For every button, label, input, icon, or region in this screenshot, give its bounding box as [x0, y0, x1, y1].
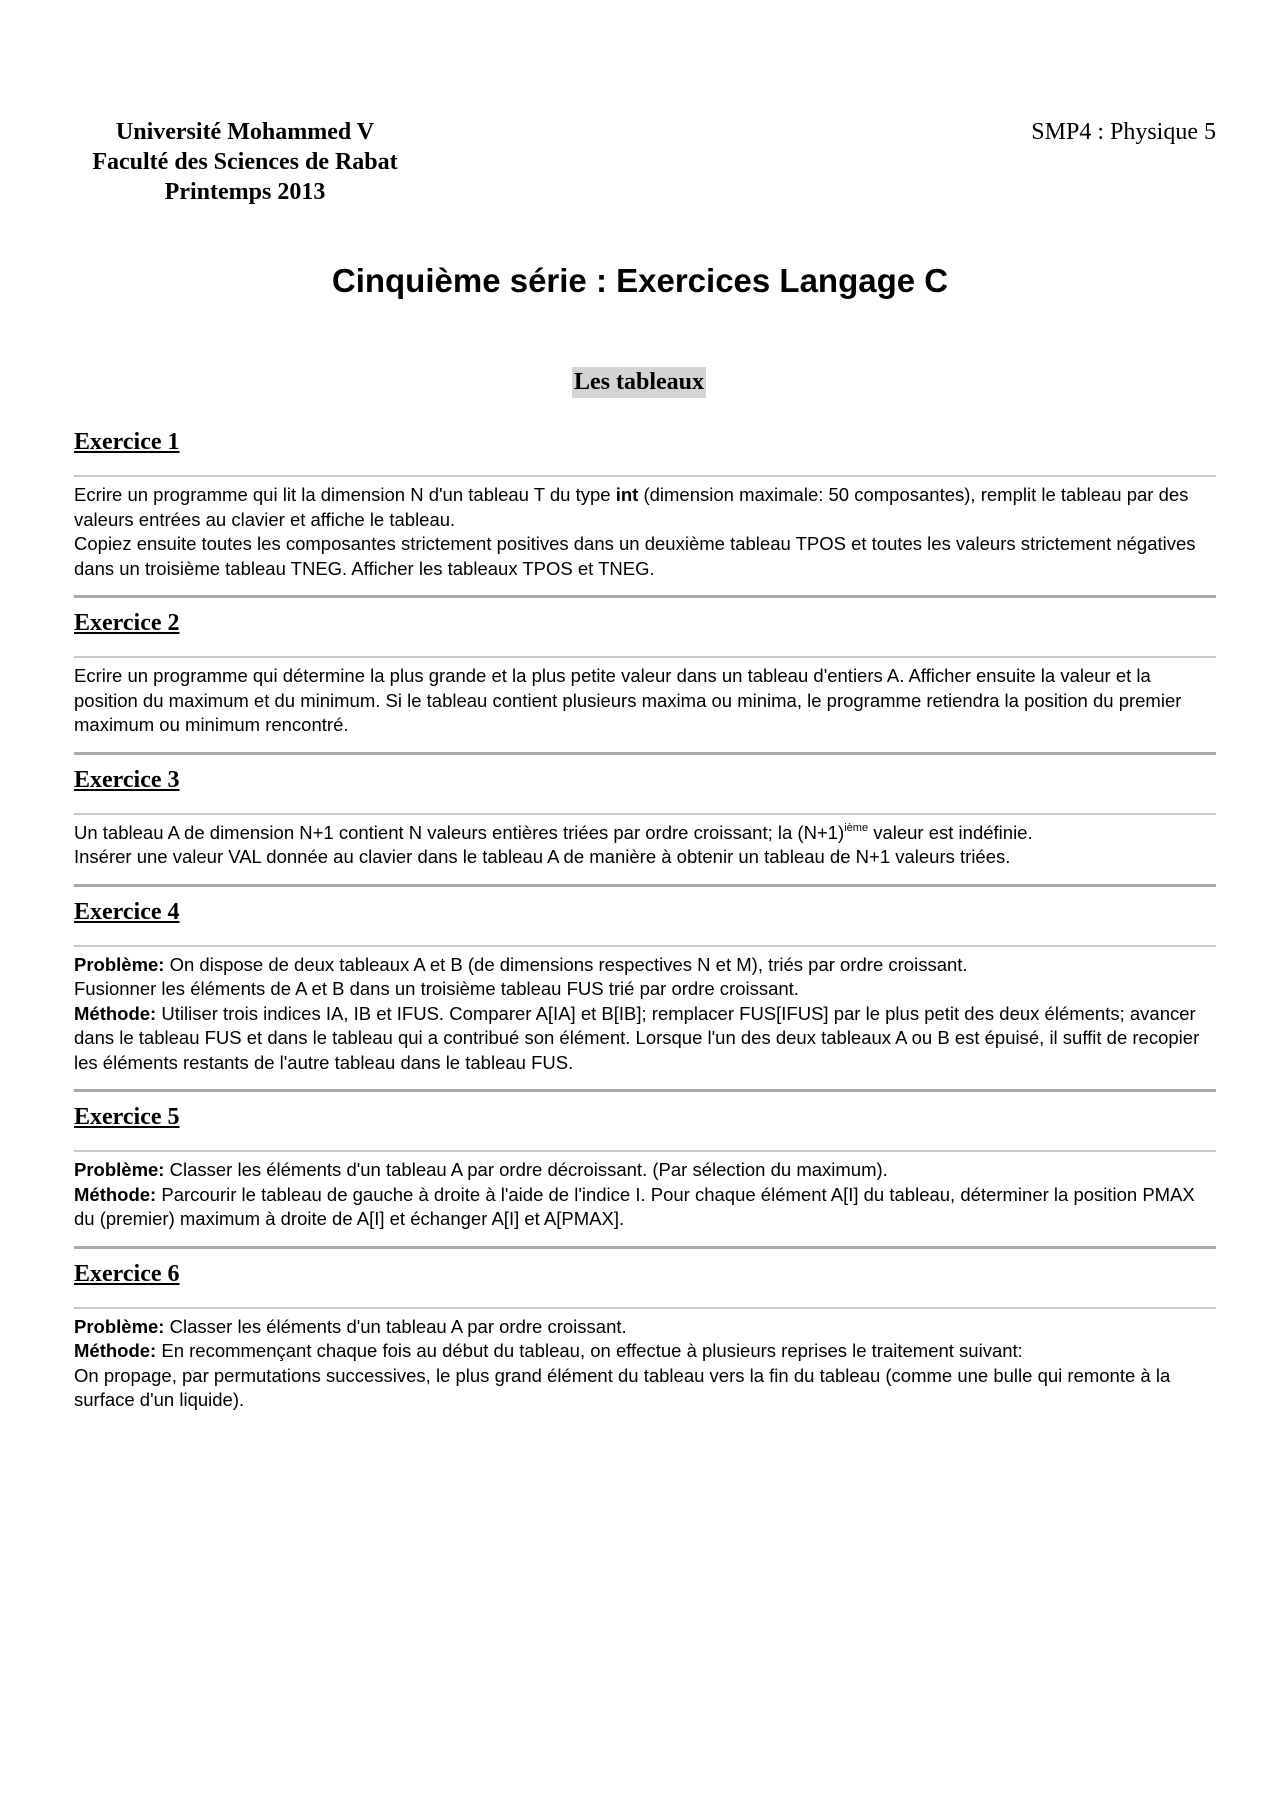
divider	[74, 1150, 1216, 1152]
institution-header	[60, 117, 430, 207]
course-label: SMP4 : Physique 5	[1031, 119, 1216, 145]
exercise-body	[74, 664, 1216, 738]
exercise-body	[74, 1158, 1216, 1232]
exercise-1	[74, 427, 1216, 598]
exercise-title: Exercice 6	[74, 1260, 180, 1287]
section-divider	[74, 884, 1216, 887]
page-title: Cinquième série : Exercices Langage C	[331, 262, 949, 299]
divider	[74, 656, 1216, 658]
semester-label: Printemps 2013	[164, 179, 326, 205]
text-span: On dispose de deux tableaux A et B (de dimensions respectives N et M), triés par ordre croissant.	[164, 953, 968, 975]
exercise-title: Exercice 1	[74, 429, 180, 455]
exercise-5	[74, 1102, 1216, 1249]
superscript: ième	[844, 821, 869, 834]
paragraph: Copiez ensuite toutes les composantes strictement positives dans un deuxième tableau TPOS et toutes les valeurs strictement négatives dans un troisième tableau TNEG. Afficher les tableaux TPOS et TNEG.	[74, 533, 1196, 579]
method-label: Méthode:	[74, 1183, 157, 1205]
paragraph: On propage, par permutations successives, le plus grand élément du tableau vers la fin du tableau (comme une bulle qui remonte à la surface d'un liquide).	[74, 1364, 1171, 1410]
text-span: Ecrire un programme qui lit la dimension N d'un tableau T du type	[74, 484, 616, 505]
text-span: Un tableau A de dimension N+1 contient N valeurs entières triées par ordre croissant; la (N+1)	[74, 821, 845, 843]
exercise-3	[74, 765, 1216, 887]
bold-keyword: int	[615, 484, 639, 505]
problem-label: Problème:	[74, 1315, 165, 1337]
text-span: Parcourir le tableau de gauche à droite à l'aide de l'indice I. Pour chaque élément A[I] du tableau, déterminer la position PMAX du (premier) maximum à droite de A[I] et échanger A[I] et A[PMAX].	[74, 1183, 1195, 1229]
text-span: (dimension maximale: 50 composantes), remplit le tableau par des valeurs entrées au clavier et affiche le tableau.	[74, 484, 1189, 530]
paragraph: Insérer une valeur VAL donnée au clavier dans le tableau A de manière à obtenir un tableau de N+1 valeurs triées.	[74, 846, 1011, 867]
university-name: Université Mohammed V	[115, 119, 375, 145]
method-label: Méthode:	[74, 1002, 157, 1024]
text-span: Classer les éléments d'un tableau A par ordre croissant.	[164, 1315, 627, 1337]
section-divider	[74, 1246, 1216, 1249]
problem-label: Problème:	[74, 953, 165, 975]
divider	[74, 1307, 1216, 1309]
divider	[74, 813, 1216, 815]
exercise-list	[74, 427, 1216, 1413]
exercise-title: Exercice 3	[74, 766, 180, 793]
section-divider	[74, 1089, 1216, 1092]
exercise-title: Exercice 4	[74, 898, 180, 925]
section-title: Les tableaux	[572, 367, 706, 398]
divider	[74, 475, 1216, 477]
exercise-6	[74, 1259, 1216, 1413]
faculty-name: Faculté des Sciences de Rabat	[92, 149, 398, 175]
paragraph: Fusionner les éléments de A et B dans un troisième tableau FUS trié par ordre croissant.	[74, 978, 799, 999]
text-span: Classer les éléments d'un tableau A par ordre décroissant. (Par sélection du maximum).	[164, 1159, 888, 1180]
exercise-body	[74, 1315, 1216, 1413]
exercise-body	[74, 821, 1216, 870]
section-divider	[74, 752, 1216, 755]
method-label: Méthode:	[74, 1340, 157, 1361]
exercise-2	[74, 608, 1216, 755]
exercise-title: Exercice 2	[74, 610, 180, 636]
text-span: Utiliser trois indices IA, IB et IFUS. Comparer A[IA] et B[IB]; remplacer FUS[IFUS] par le plus petit des deux éléments; avancer dans le tableau FUS et dans le tableau qui a contribué son élément. Lorsque l'un des deux tableaux A ou B est épuisé, il suffit de recopier les éléments restants de l'autre tableau dans le tableau FUS.	[74, 1002, 1200, 1073]
text-span: valeur est indéfinie.	[868, 821, 1033, 843]
section-divider	[74, 595, 1216, 598]
paragraph: Ecrire un programme qui détermine la plus grande et la plus petite valeur dans un tableau d'entiers A. Afficher ensuite la valeur et la position du maximum et du minimum. Si le tableau contient plusieurs maxima ou minima, le programme retiendra la position du premier maximum ou minimum rencontré.	[74, 665, 1182, 735]
exercise-body	[74, 483, 1216, 581]
exercise-title: Exercice 5	[74, 1104, 180, 1130]
exercise-body	[74, 953, 1216, 1076]
divider	[74, 945, 1216, 947]
text-span: En recommençant chaque fois au début du tableau, on effectue à plusieurs reprises le traitement suivant:	[156, 1340, 1023, 1361]
exercise-4	[74, 897, 1216, 1093]
problem-label: Problème:	[74, 1159, 165, 1180]
